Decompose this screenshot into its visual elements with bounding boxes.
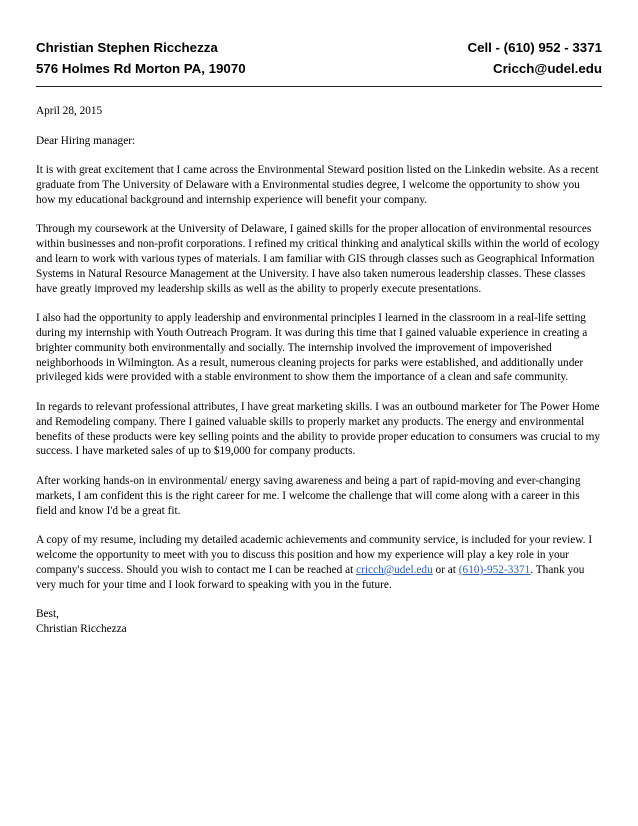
signature-name: Christian Ricchezza bbox=[36, 622, 127, 635]
closing-block bbox=[36, 607, 602, 637]
contact-text-mid: or at bbox=[432, 563, 459, 576]
paragraph-contact bbox=[36, 533, 602, 592]
sender-address: 576 Holmes Rd Morton PA, 19070 bbox=[36, 61, 246, 76]
header-divider bbox=[36, 86, 602, 87]
letter-date: April 28, 2015 bbox=[36, 105, 103, 117]
phone-link[interactable]: (610)-952-3371 bbox=[458, 563, 531, 576]
contact-text-before: A copy of my resume, including my detailed academic achievements and community service, is included for your review. I welcome the opportunity to meet with you to discuss this position and how my experience will play a key role in your company's success. Should you wish to contact me I can be reached at bbox=[36, 534, 593, 576]
sender-name: Christian Stephen Ricchezza bbox=[36, 40, 218, 55]
contact-text-after: . Thank you very much for your time and I look forward to speaking with you in the future. bbox=[36, 563, 585, 591]
closing: Best, bbox=[36, 608, 59, 621]
sender-email: Cricch@udel.edu bbox=[492, 61, 602, 76]
paragraph-coursework: Through my coursework at the University of Delaware, I gained skills for the proper allocation of environmental resources within businesses and non-profit corporations. I refined my critical thinking and analytical skills within the world of ecology and learn to work with various types of materials. I am familiar with GIS through classes such as Geographical Information Systems in Natural Resource Management at the University. I have also taken numerous leadership classes. These classes have greatly improved my leadership skills as well as the ability to properly execute presentations. bbox=[36, 223, 600, 295]
letter-body bbox=[36, 104, 602, 637]
salutation: Dear Hiring manager: bbox=[36, 134, 136, 147]
paragraph-internship: I also had the opportunity to apply leadership and environmental principles I learned in the classroom in a real-life setting during my internship with Youth Outreach Program. It was during this time that I gained valuable experience in creating a brighter community both environmentally and socially. The internship involved the improvement of impoverished neighborhoods in Wilmington. As a result, numerous cleaning projects for parks were established, and additionally under privileged kids were provided with a stable environment to show them the importance of a clean and safe community. bbox=[36, 312, 588, 384]
sender-phone: Cell - (610) 952 - 3371 bbox=[467, 40, 602, 55]
email-link[interactable]: cricch@udel.edu bbox=[356, 563, 433, 576]
paragraph-fit: After working hands-on in environmental/ energy saving awareness and being a part of rapid-moving and ever-changing markets, I am confident this is the right career for me. I welcome the challenge that will come along with a career in this field and know I'd be a great fit. bbox=[36, 474, 581, 517]
letterhead bbox=[36, 40, 602, 84]
paragraph-intro: It is with great excitement that I came across the Environmental Steward position listed on the Linkedin website. As a recent graduate from The University of Delaware with a Environmental studies degree, I welcome the opportunity to show you how my educational background and internship experience will benefit your company. bbox=[36, 164, 599, 206]
paragraph-attributes: In regards to relevant professional attributes, I have great marketing skills. I was an outbound marketer for The Power Home and Remodeling company. There I gained valuable skills to properly market any products. The energy and environmental benefits of these products were key selling points and the ability to provide proper education to consumers was crucial to my success. I have marketed sales of up to $19,000 for company products. bbox=[36, 400, 601, 458]
